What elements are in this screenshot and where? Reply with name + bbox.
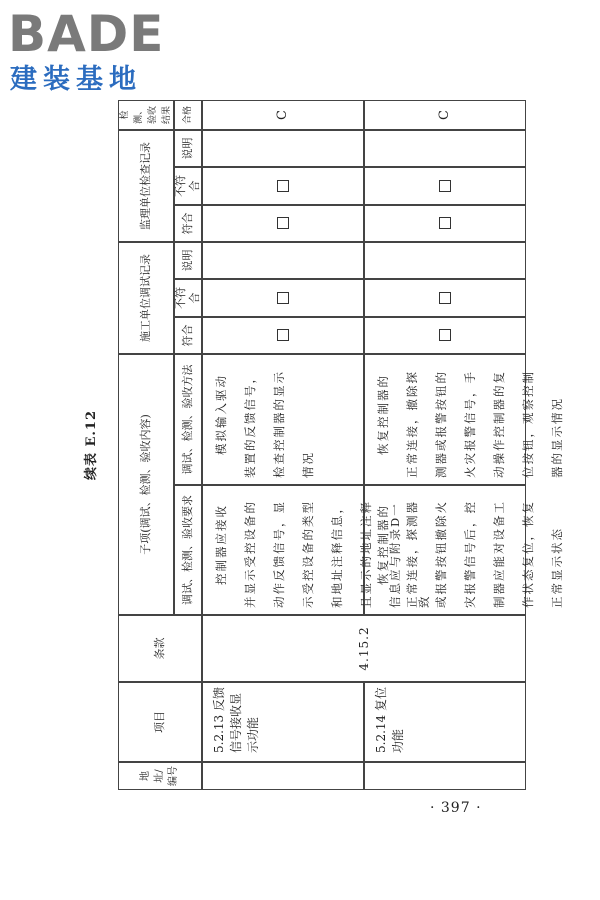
header-supervision: 监理单位检查记录 [118,130,174,242]
header-qualified: 合格 [174,100,202,130]
checkbox[interactable] [439,292,451,304]
logo-wordmark: BADE [8,5,165,63]
row2-supervision-note [364,130,526,167]
inspection-table [118,100,564,790]
header-project: 项目 [118,682,202,762]
row1-construction-nonconform[interactable] [202,279,364,317]
row2-requirement: 恢复控制器的正常连接，探测器或报警按钮撤除火灾报警信号后，控制器应能对设备工作状态复位，恢复正常显示状态 [364,485,526,615]
checkbox[interactable] [439,180,451,192]
checkbox[interactable] [277,292,289,304]
header-addr: 地址/编号 [118,762,202,790]
row1-construction-conform[interactable] [202,317,364,354]
logo-subtitle: 建装基地 [10,64,142,95]
header-requirement: 调试、检测、验收要求 [174,485,202,615]
row1-supervision-conform[interactable] [202,205,364,242]
page-number: · 397 · [430,800,482,816]
row1-result [202,100,364,130]
header-construction-nonconform: 不符合 [174,279,202,317]
checkbox[interactable] [439,330,451,342]
row1-supervision-nonconform[interactable] [202,167,364,205]
row1-construction-note [202,242,364,279]
row2-method: 恢复控制器的正常连接，撤除探测器或报警按钮的火灾报警信号，手动操作控制器的复位按钮，观察控制器的显示情况 [364,354,526,485]
checkbox[interactable] [439,218,451,230]
header-method: 调试、检测、验收方法 [174,354,202,485]
row1-requirement: 控制器应接收并显示受控设备的动作反馈信号，显示受控设备的类型和地址注释信息，且显示的地址注释信息应与附录D一致 [202,485,364,615]
header-supervision-note: 说明 [174,130,202,167]
row2-construction-conform[interactable] [364,317,526,354]
header-construction-conform: 符合 [174,317,202,354]
table-caption: 续表 E.12 [84,409,99,481]
row2-supervision-conform[interactable] [364,205,526,242]
brand-logo [8,6,178,98]
header-construction-note: 说明 [174,242,202,279]
clause-cell [202,615,526,682]
checkbox[interactable] [277,218,289,230]
row2-supervision-nonconform[interactable] [364,167,526,205]
row2-item: 5.2.14 复位功能 [364,682,526,762]
row2-construction-note [364,242,526,279]
rotated-page [74,100,564,790]
header-inspection: 检测、验收结果 [118,100,174,130]
checkbox[interactable] [277,180,289,192]
row2-result [364,100,526,130]
header-subitem: 子项(调试、检测、验收内容) [118,354,174,615]
row1-supervision-note [202,130,364,167]
row1-item: 5.2.13 反馈信号接收显示功能 [202,682,364,762]
header-clause: 条款 [118,615,202,682]
clause-number: 4.15.2 [357,626,371,671]
header-supervision-conform: 符合 [174,205,202,242]
header-construction: 施工单位调试记录 [118,242,174,354]
row2-addr [364,762,526,790]
row1-method: 模拟输入驱动装置的反馈信号，检查控制器的显示情况 [202,354,364,485]
result-mark: C [437,110,452,120]
row2-construction-nonconform[interactable] [364,279,526,317]
checkbox[interactable] [277,330,289,342]
result-mark: C [275,110,290,120]
header-supervision-nonconform: 不符合 [174,167,202,205]
row1-addr [202,762,364,790]
